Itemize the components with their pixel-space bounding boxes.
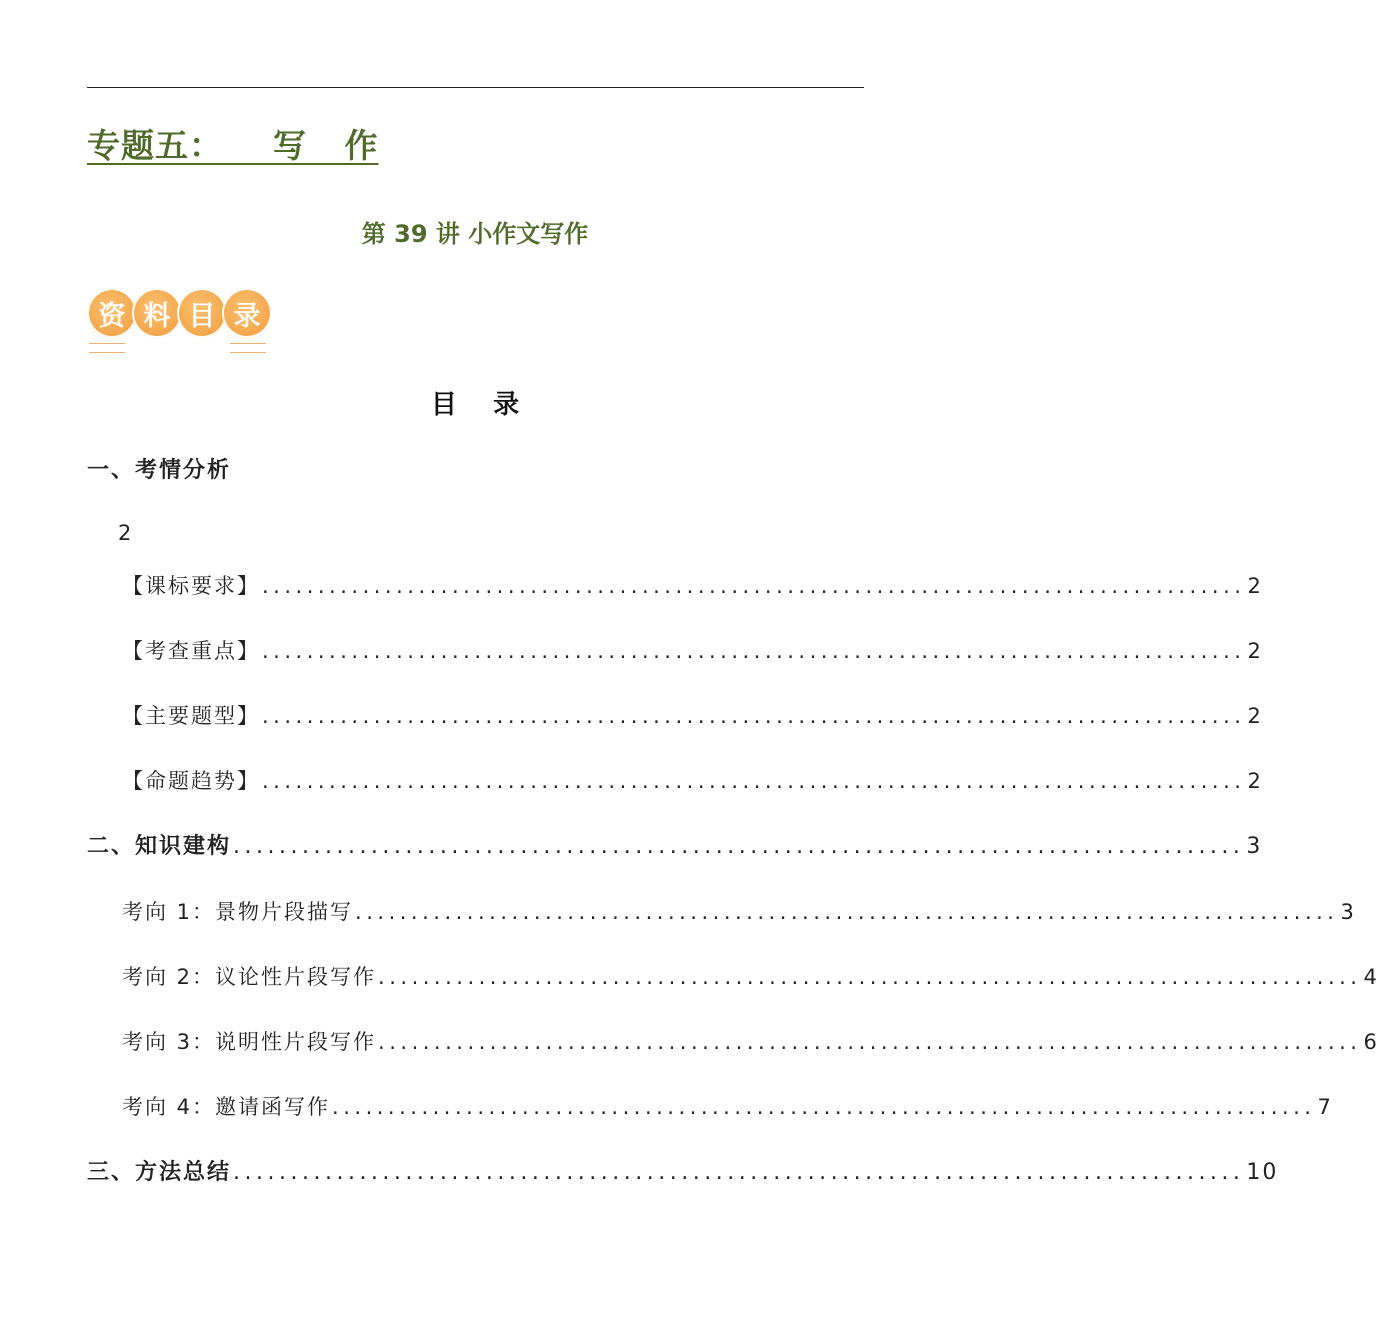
- toc-entry[interactable]: [122, 571, 1263, 601]
- toc-entry-label: 【课标要求】: [122, 574, 260, 598]
- badge-char-1: 资: [87, 288, 137, 338]
- leader-dots: ........................................................................................: [262, 704, 1246, 728]
- leader-dots: ........................................................................................: [378, 965, 1362, 989]
- toc-entry[interactable]: [122, 701, 1263, 731]
- toc-entry[interactable]: [122, 962, 1379, 992]
- toc-entry-page: 2: [1247, 574, 1263, 598]
- toc-section-3[interactable]: [87, 1158, 1279, 1188]
- leader-dots: ........................................................................................: [262, 639, 1246, 663]
- toc-entry-page: 3: [1340, 900, 1356, 924]
- stray-page-number: 2: [118, 521, 132, 545]
- toc-section-3-label: 三、方法总结: [87, 1160, 232, 1185]
- toc-entry-page: 2: [1247, 704, 1263, 728]
- toc-entry[interactable]: [122, 766, 1263, 796]
- top-rule: [87, 87, 864, 88]
- toc-entry-label: 考向 1：景物片段描写: [122, 900, 354, 924]
- toc-entry-label: 考向 4：邀请函写作: [122, 1095, 331, 1119]
- badge-underline-right: [230, 343, 266, 353]
- toc-entry-label: 考向 3：说明性片段写作: [122, 1030, 377, 1054]
- toc-entry-page: 2: [1247, 769, 1263, 793]
- badge-char-2: 料: [132, 288, 182, 338]
- leader-dots: ........................................................................................: [378, 1030, 1362, 1054]
- contents-badge: [87, 288, 287, 354]
- toc-entry-label: 【命题趋势】: [122, 769, 260, 793]
- toc-section-3-page: 10: [1246, 1160, 1279, 1185]
- toc-section-2[interactable]: [87, 832, 1263, 862]
- leader-dots: ........................................................................................: [332, 1095, 1316, 1119]
- toc-section-2-page: 3: [1246, 834, 1263, 859]
- lecture-title: 第 39 讲 小作文写作: [361, 220, 589, 248]
- topic-title: 专题五： 写 作: [87, 126, 379, 165]
- badge-underline-left: [89, 343, 125, 353]
- toc-entry-label: 【考查重点】: [122, 639, 260, 663]
- leader-dots: ........................................................................................: [233, 834, 1245, 859]
- toc-heading: 目 录: [430, 390, 520, 420]
- toc-entry[interactable]: [122, 1027, 1379, 1057]
- badge-char-3: 目: [177, 288, 227, 338]
- toc-entry[interactable]: [122, 636, 1263, 666]
- toc-entry-page: 2: [1247, 639, 1263, 663]
- toc-entry-label: 【主要题型】: [122, 704, 260, 728]
- toc-entry-page: 4: [1363, 965, 1379, 989]
- leader-dots: ........................................................................................: [262, 769, 1246, 793]
- toc-entry-page: 6: [1363, 1030, 1379, 1054]
- toc-section-1-label: 一、考情分析: [87, 458, 232, 483]
- leader-dots: ........................................................................................: [233, 1160, 1245, 1185]
- toc-section-2-label: 二、知识建构: [87, 834, 232, 859]
- leader-dots: ........................................................................................: [262, 574, 1246, 598]
- badge-char-4: 录: [222, 288, 272, 338]
- toc-section-1[interactable]: [87, 456, 864, 486]
- toc-entry[interactable]: [122, 1092, 1333, 1122]
- toc-entry-label: 考向 2：议论性片段写作: [122, 965, 377, 989]
- toc-entry[interactable]: [122, 897, 1356, 927]
- toc-entry-page: 7: [1317, 1095, 1333, 1119]
- leader-dots: ........................................................................................: [355, 900, 1339, 924]
